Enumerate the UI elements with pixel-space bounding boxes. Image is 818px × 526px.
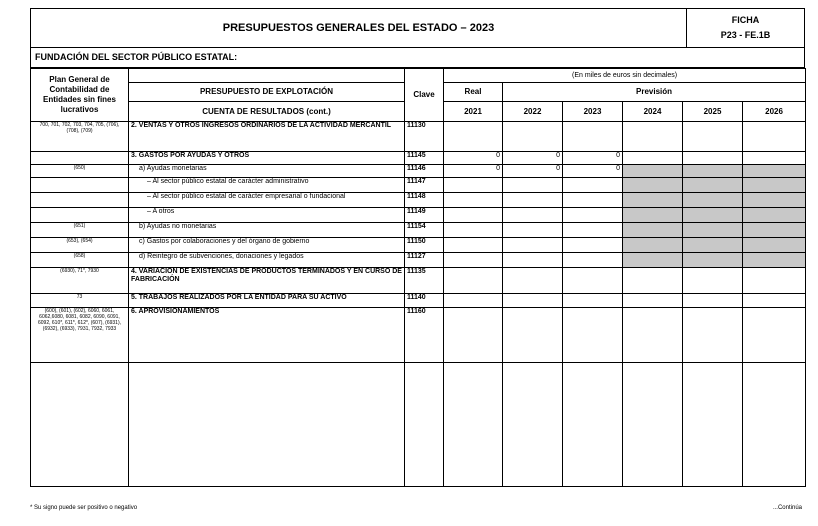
disabled-cell <box>623 193 683 208</box>
value-cell[interactable] <box>503 238 563 253</box>
pgc-code: (6930), 71*, 7930 <box>31 268 129 294</box>
value-cell[interactable] <box>623 122 683 152</box>
value-cell[interactable] <box>563 223 623 238</box>
value-cell[interactable] <box>503 208 563 223</box>
year-header: 2024 <box>623 102 683 122</box>
concept-label: – A otros <box>129 208 405 223</box>
pgc-code: (658) <box>31 253 129 268</box>
value-cell[interactable] <box>563 294 623 308</box>
disabled-cell <box>743 165 806 178</box>
real-header: Real <box>444 83 503 102</box>
presupuesto-header: PRESUPUESTO DE EXPLOTACIÓN <box>129 83 405 102</box>
value-cell[interactable] <box>563 178 623 193</box>
concept-label: 3. GASTOS POR AYUDAS Y OTROS <box>129 152 405 165</box>
table-row <box>31 122 806 152</box>
clave-header: Clave <box>405 69 444 122</box>
clave-code: 11154 <box>405 223 444 238</box>
units-header: (En miles de euros sin decimales) <box>444 69 806 83</box>
value-cell[interactable] <box>683 308 743 363</box>
entity-label: FUNDACIÓN DEL SECTOR PÚBLICO ESTATAL: <box>30 48 805 68</box>
clave-code: 11150 <box>405 238 444 253</box>
value-cell[interactable] <box>623 152 683 165</box>
disabled-cell <box>683 208 743 223</box>
value-cell[interactable] <box>503 223 563 238</box>
value-cell[interactable] <box>444 268 503 294</box>
footnote: * Su signo puede ser positivo o negativo <box>30 505 138 511</box>
concept-label: 2. VENTAS Y OTROS INGRESOS ORDINARIOS DE LA ACTIVIDAD MERCANTIL <box>129 122 405 152</box>
value-cell[interactable]: 0 <box>444 152 503 165</box>
table-row <box>31 223 806 238</box>
clave-code: 11130 <box>405 122 444 152</box>
value-cell[interactable] <box>683 268 743 294</box>
disabled-cell <box>683 238 743 253</box>
concept-label: b) Ayudas no monetarias <box>129 223 405 238</box>
value-cell[interactable] <box>503 122 563 152</box>
concept-label: 6. APROVISIONAMIENTOS <box>129 308 405 363</box>
table-row <box>31 294 806 308</box>
pgc-code: (650) <box>31 165 129 178</box>
value-cell[interactable] <box>444 208 503 223</box>
value-cell[interactable] <box>563 208 623 223</box>
disabled-cell <box>623 253 683 268</box>
empty-cell <box>743 363 806 487</box>
value-cell[interactable] <box>563 193 623 208</box>
table-row <box>31 152 806 165</box>
budget-table <box>30 68 806 487</box>
value-cell[interactable] <box>743 268 806 294</box>
clave-code: 11135 <box>405 268 444 294</box>
clave-code: 11147 <box>405 178 444 193</box>
value-cell[interactable] <box>444 122 503 152</box>
disabled-cell <box>683 223 743 238</box>
empty-cell <box>623 363 683 487</box>
disabled-cell <box>683 193 743 208</box>
empty-cell <box>503 363 563 487</box>
clave-code: 11149 <box>405 208 444 223</box>
pgc-code: (651) <box>31 223 129 238</box>
disabled-cell <box>623 223 683 238</box>
table-row <box>31 253 806 268</box>
concept-label: c) Gastos por colaboraciones y del órgano de gobierno <box>129 238 405 253</box>
ficha-label: FICHA <box>731 15 760 25</box>
value-cell[interactable] <box>623 294 683 308</box>
value-cell[interactable] <box>444 308 503 363</box>
value-cell[interactable] <box>683 122 743 152</box>
pgc-code <box>31 178 129 193</box>
disabled-cell <box>743 208 806 223</box>
pgc-code: (600), (601), (602), 6060, 6061, 6062,6080, 6081, 6082, 6090, 6091, 6092, 610*, 611*, 612*, (607), (6931), (6932), (6933), 7931, 7932, 7933 <box>31 308 129 363</box>
pgc-code <box>31 152 129 165</box>
empty-cell <box>563 363 623 487</box>
disabled-cell <box>623 208 683 223</box>
value-cell[interactable] <box>563 268 623 294</box>
disabled-cell <box>683 178 743 193</box>
clave-code: 11148 <box>405 193 444 208</box>
cuenta-header: CUENTA DE RESULTADOS (cont.) <box>129 102 405 122</box>
empty-cell <box>683 363 743 487</box>
disabled-cell <box>623 178 683 193</box>
value-cell[interactable] <box>623 268 683 294</box>
table-row <box>31 308 806 363</box>
year-header: 2026 <box>743 102 806 122</box>
year-header: 2022 <box>503 102 563 122</box>
value-cell[interactable] <box>683 152 743 165</box>
value-cell[interactable]: 0 <box>444 165 503 178</box>
table-row <box>31 238 806 253</box>
value-cell[interactable] <box>444 294 503 308</box>
disabled-cell <box>743 253 806 268</box>
continua-label: ...Continúa <box>772 505 802 511</box>
plan-general-header: Plan General de Contabilidad de Entidades sin fines lucrativos <box>31 69 129 122</box>
value-cell[interactable]: 0 <box>503 152 563 165</box>
clave-code: 11160 <box>405 308 444 363</box>
disabled-cell <box>743 238 806 253</box>
value-cell[interactable] <box>563 122 623 152</box>
clave-code: 11140 <box>405 294 444 308</box>
value-cell[interactable] <box>743 294 806 308</box>
value-cell[interactable] <box>503 308 563 363</box>
value-cell[interactable] <box>563 238 623 253</box>
pgc-code: 700, 701, 702, 703, 704, 705, (706), (708), (709) <box>31 122 129 152</box>
value-cell[interactable] <box>444 178 503 193</box>
concept-label: – Al sector público estatal de carácter administrativo <box>129 178 405 193</box>
prevision-header: Previsión <box>503 83 806 102</box>
value-cell[interactable] <box>563 253 623 268</box>
value-cell[interactable] <box>683 294 743 308</box>
value-cell[interactable]: 0 <box>503 165 563 178</box>
disabled-cell <box>683 253 743 268</box>
empty-cell <box>444 363 503 487</box>
disabled-cell <box>743 223 806 238</box>
clave-code: 11127 <box>405 253 444 268</box>
ficha-code: P23 - FE.1B <box>720 30 771 40</box>
value-cell[interactable] <box>503 294 563 308</box>
value-cell[interactable] <box>623 308 683 363</box>
pgc-code <box>31 193 129 208</box>
year-header: 2021 <box>444 102 503 122</box>
table-row <box>31 193 806 208</box>
form-title: PRESUPUESTOS GENERALES DEL ESTADO – 2023 <box>222 22 495 34</box>
concept-label: 4. VARIACIÓN DE EXISTENCIAS DE PRODUCTOS TERMINADOS Y EN CURSO DE FABRICACIÓN <box>129 268 405 294</box>
table-row <box>31 268 806 294</box>
table-row-empty <box>31 363 806 487</box>
value-cell[interactable] <box>444 223 503 238</box>
clave-code: 11146 <box>405 165 444 178</box>
disabled-cell <box>743 178 806 193</box>
value-cell[interactable] <box>743 122 806 152</box>
empty-cell <box>31 363 129 487</box>
table-row <box>31 165 806 178</box>
table-row <box>31 178 806 193</box>
pgc-code <box>31 208 129 223</box>
year-header: 2023 <box>563 102 623 122</box>
empty-cell <box>405 363 444 487</box>
form-header <box>30 8 805 48</box>
empty-cell <box>129 363 405 487</box>
disabled-cell <box>623 165 683 178</box>
disabled-cell <box>743 193 806 208</box>
value-cell[interactable] <box>444 193 503 208</box>
value-cell[interactable] <box>503 193 563 208</box>
concept-label: a) Ayudas monetarias <box>129 165 405 178</box>
year-header: 2025 <box>683 102 743 122</box>
value-cell[interactable] <box>743 308 806 363</box>
value-cell[interactable]: 0 <box>563 152 623 165</box>
value-cell[interactable] <box>743 152 806 165</box>
value-cell[interactable] <box>444 238 503 253</box>
value-cell[interactable]: 0 <box>563 165 623 178</box>
concept-label: – Al sector público estatal de carácter empresarial o fundacional <box>129 193 405 208</box>
table-row <box>31 208 806 223</box>
concept-label: d) Reintegro de subvenciones, donaciones y legados <box>129 253 405 268</box>
pgc-code: 73 <box>31 294 129 308</box>
value-cell[interactable] <box>444 253 503 268</box>
clave-code: 11145 <box>405 152 444 165</box>
blank-header <box>129 69 405 83</box>
concept-label: 5. TRABAJOS REALIZADOS POR LA ENTIDAD PARA SU ACTIVO <box>129 294 405 308</box>
disabled-cell <box>683 165 743 178</box>
disabled-cell <box>623 238 683 253</box>
value-cell[interactable] <box>503 178 563 193</box>
value-cell[interactable] <box>503 253 563 268</box>
pgc-code: (653), (654) <box>31 238 129 253</box>
ficha-box <box>687 9 804 51</box>
value-cell[interactable] <box>503 268 563 294</box>
value-cell[interactable] <box>563 308 623 363</box>
